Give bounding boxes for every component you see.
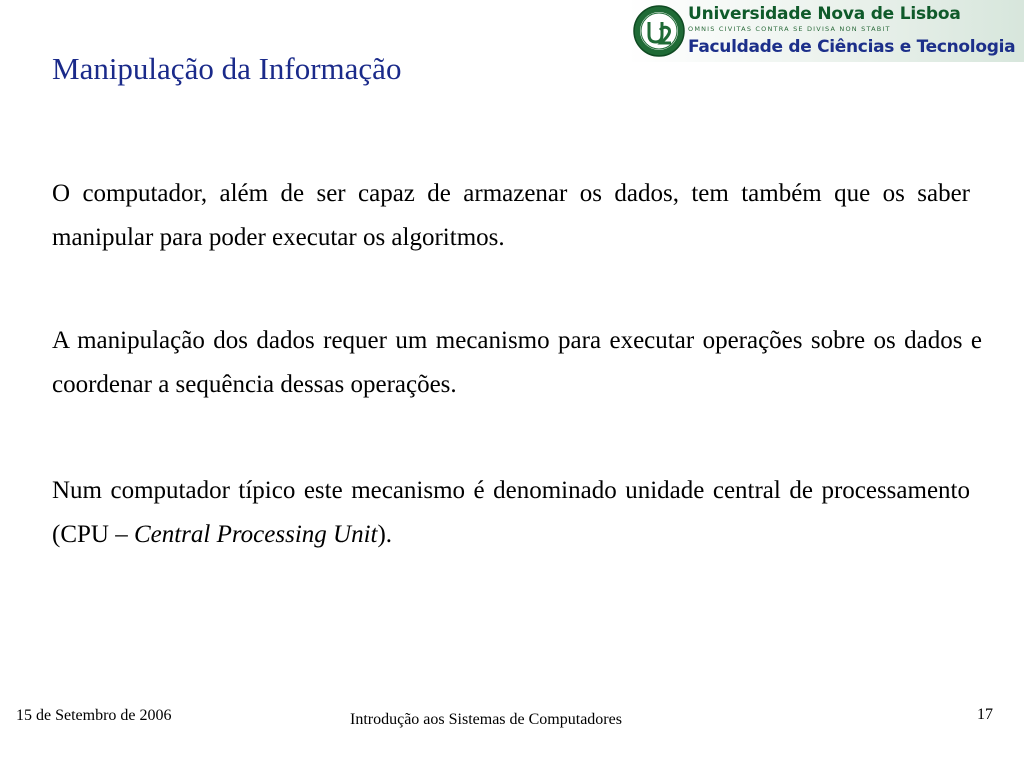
footer-course-title: Introdução aos Sistemas de Computadores — [350, 711, 622, 728]
university-seal-icon — [632, 4, 686, 58]
logo-faculty-name: Faculdade de Ciências e Tecnologia — [688, 37, 1016, 57]
paragraph-3-italic-term: Central Processing Unit — [133, 521, 378, 548]
logo-motto: OMNIS CIVITAS CONTRA SE DIVISA NON STABIT — [688, 25, 891, 33]
footer-date: 15 de Setembro de 2006 — [16, 707, 172, 724]
paragraph-2: A manipulação dos dados requer um mecanismo para executar operações sobre os dados e coordenar a sequência dessas operações. — [52, 327, 982, 398]
university-logo — [628, 0, 1024, 62]
footer-page-number: 17 — [977, 706, 993, 723]
paragraph-1: O computador, além de ser capaz de armazenar os dados, tem também que os saber manipular para poder executar os algoritmos. — [52, 180, 970, 251]
slide-title: Manipulação da Informação — [52, 51, 402, 86]
paragraph-3-text-before: Num computador típico este mecanismo é denominado unidade central de processamento (CPU – — [52, 477, 970, 548]
paragraph-3 — [52, 469, 970, 557]
logo-university-name: Universidade Nova de Lisboa — [688, 4, 961, 24]
paragraph-3-text-after: ). — [377, 521, 393, 548]
